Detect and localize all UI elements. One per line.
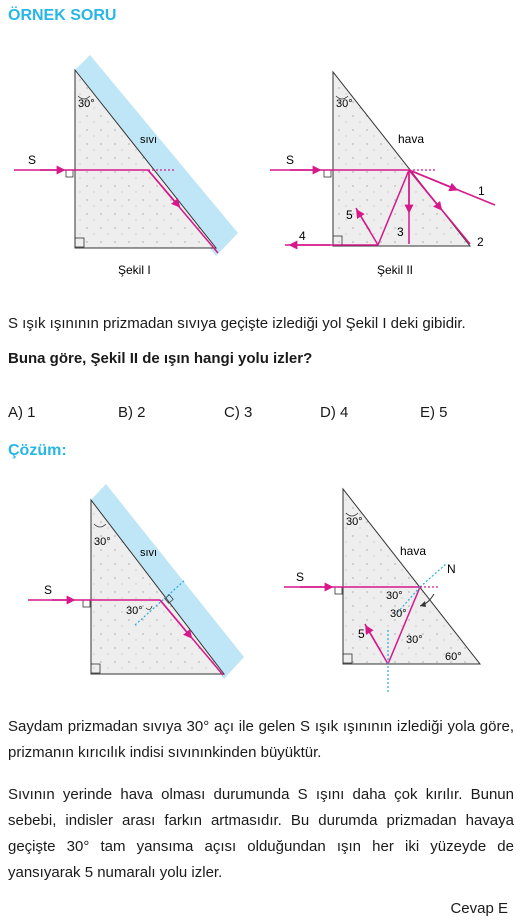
answer-label: Cevap E: [450, 900, 508, 917]
fig2-path-3: 3: [397, 225, 404, 239]
fig1-caption: Şekil I: [118, 263, 151, 277]
fig2-path-2: 2: [477, 235, 484, 249]
figure-2: [270, 72, 495, 277]
question-figures: [0, 55, 522, 280]
fig4-path-5: 5: [358, 627, 365, 641]
fig3-liquid-label: sıvı: [140, 547, 158, 559]
solution-heading: Çözüm:: [8, 442, 67, 459]
fig1-angle-label: 30°: [78, 98, 95, 110]
fig2-angle-label: 30°: [336, 98, 353, 110]
option-e[interactable]: E) 5: [420, 404, 448, 421]
fig1-s-label: S: [28, 153, 37, 167]
solution-paragraph-1: Saydam prizmadan sıvıya 30° açı ile gelen S ışık ışınının izlediği yola göre, prizmanın kırıcılık indisi sıvınınkinden büyüktür.: [8, 718, 514, 761]
figure-4: [284, 489, 480, 694]
fig3-s-label: S: [44, 583, 53, 597]
fig4-angle-c: 30°: [406, 634, 423, 646]
option-c[interactable]: C) 3: [224, 404, 253, 421]
solution-figures: [0, 478, 522, 696]
option-d[interactable]: D) 4: [320, 404, 349, 421]
fig4-s-label: S: [296, 570, 305, 584]
fig2-caption: Şekil II: [377, 263, 414, 277]
fig2-air-label: hava: [398, 132, 425, 146]
fig4-air-label: hava: [400, 544, 427, 558]
prism-1: [75, 70, 216, 248]
fig3-angle-top: 30°: [94, 536, 111, 548]
fig4-angle-60: 60°: [445, 651, 462, 663]
fig4-angle-b: 30°: [390, 608, 407, 620]
prism-3: [91, 500, 224, 674]
option-a[interactable]: A) 1: [8, 404, 36, 421]
fig3-angle-incident: 30°: [126, 605, 143, 617]
fig2-path-5: 5: [346, 208, 353, 222]
fig2-path-4: 4: [299, 229, 306, 243]
fig4-angle-a: 30°: [386, 590, 403, 602]
fig2-s-label: S: [286, 153, 295, 167]
figure-3: [28, 484, 244, 679]
option-b[interactable]: B) 2: [118, 404, 146, 421]
figure-1: [14, 55, 238, 277]
example-heading: ÖRNEK SORU: [8, 7, 117, 24]
question: Buna göre, Şekil II de ışın hangi yolu izler?: [8, 350, 313, 367]
fig2-path-1: 1: [478, 184, 485, 198]
statement: S ışık ışınının prizmadan sıvıya geçişte izlediği yol Şekil I deki gibidir.: [8, 315, 466, 332]
solution-paragraph-2: Sıvının yerinde hava olması durumunda S ışını daha çok kırılır. Bunun sebebi, indisler arası farkın artmasıdır. Bu durumda prizmadan havaya geçişte 30° tam yansıma açısı olduğundan ışın her iki yüzeyde de yansıyarak 5 numaralı yolu izler.: [8, 786, 514, 881]
fig1-liquid-label: sıvı: [140, 134, 158, 146]
fig4-normal-label: N: [447, 562, 456, 576]
fig4-angle-top: 30°: [346, 516, 363, 528]
